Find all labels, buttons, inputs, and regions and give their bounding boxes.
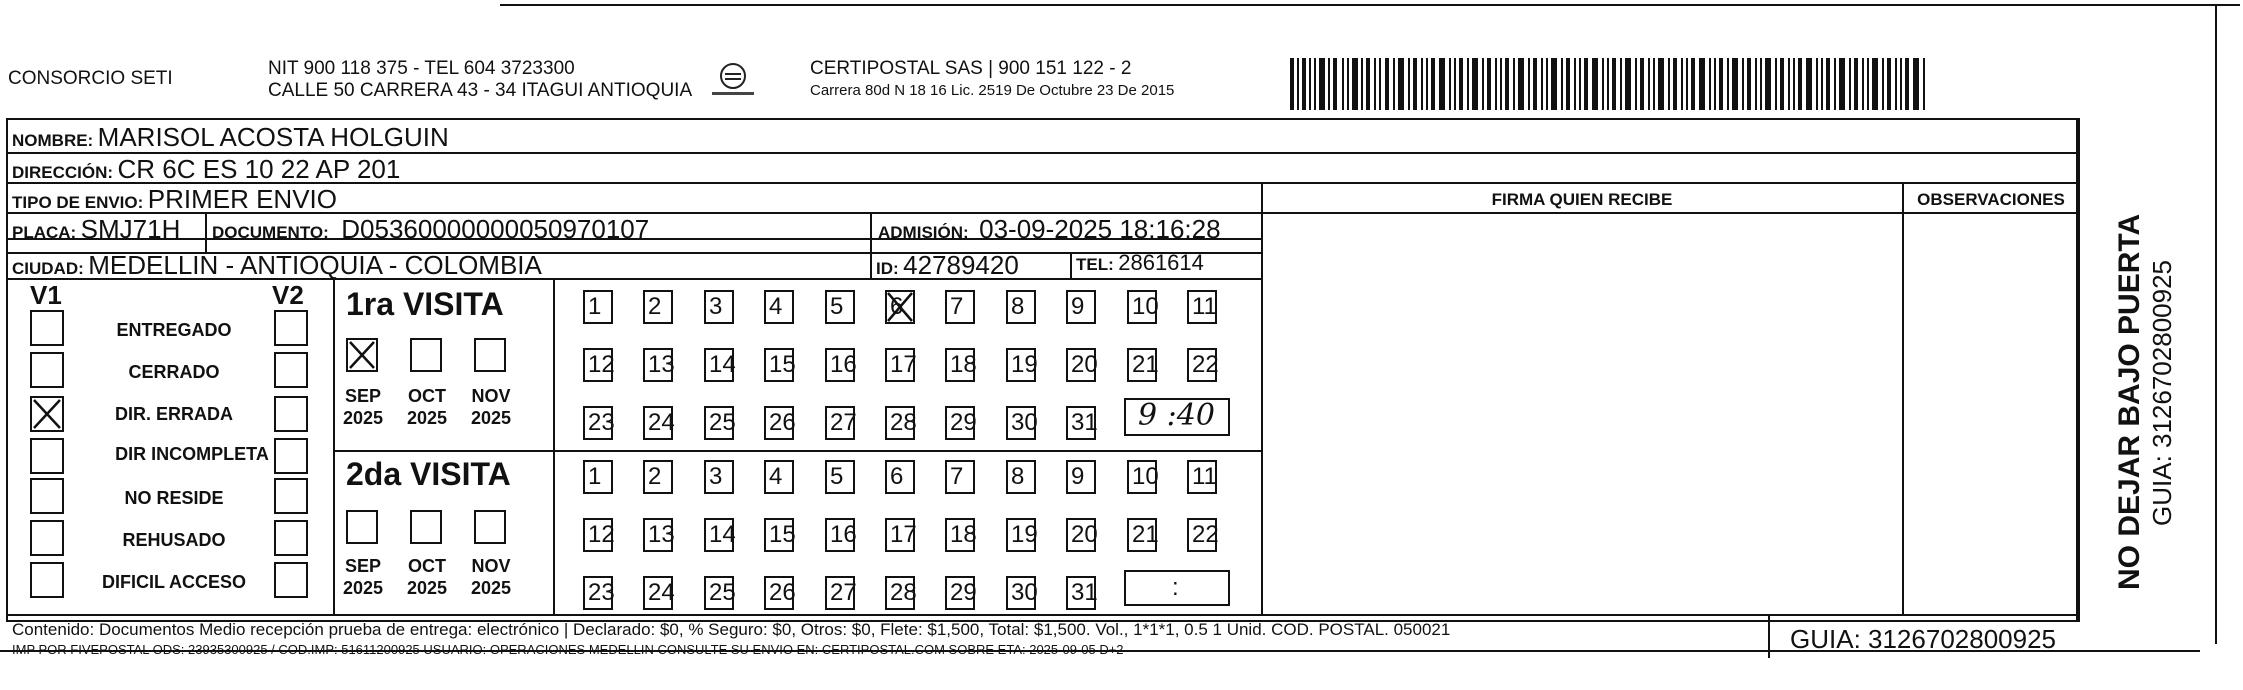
- placa-cell: [12, 214, 180, 245]
- documento-label: DOCUMENTO:: [212, 223, 329, 242]
- footer-content-line: Contenido: Documentos Medio recepción prueba de entrega: electrónico | Declarado: $0, % Seguro: $0, Otros: $0, Flete: $1,500, Total: $1,500. Vol., 1*1*1, 0.5 1 Unid. COD. POSTAL. 050021: [12, 620, 1451, 639]
- day-box[interactable]: [1066, 460, 1096, 494]
- day-number: 13: [648, 351, 675, 378]
- right-border: [2215, 4, 2217, 644]
- day-number: 15: [769, 521, 796, 548]
- status-option: DIR. ERRADA: [114, 404, 233, 424]
- col-divider: [2078, 118, 2080, 622]
- day-number: 11: [1192, 293, 1217, 320]
- day-box[interactable]: [704, 290, 734, 324]
- day-box[interactable]: [1006, 518, 1036, 552]
- day-number: 18: [950, 521, 977, 548]
- first-visit-oct-checkbox[interactable]: [410, 338, 442, 372]
- v1-dir-incompleta-checkbox[interactable]: [30, 438, 64, 474]
- x-mark-icon: [885, 290, 915, 324]
- day-number: 24: [648, 409, 675, 436]
- year-label: 2025: [406, 578, 448, 598]
- footer-guia: GUIA: 3126702800925: [1790, 624, 2056, 654]
- v2-label: V2: [272, 280, 304, 310]
- day-box[interactable]: [764, 518, 794, 552]
- second-visit-nov-checkbox[interactable]: [474, 510, 506, 544]
- day-number: 21: [1132, 351, 1159, 378]
- day-number: 7: [950, 293, 964, 320]
- day-box[interactable]: [764, 576, 794, 610]
- v1-dir-errada-checkbox[interactable]: [30, 396, 64, 432]
- day-box[interactable]: [583, 576, 613, 610]
- day-number: 28: [890, 579, 917, 606]
- day-number: 9: [1071, 293, 1085, 320]
- first-visit-title: 1ra VISITA: [346, 286, 504, 322]
- day-box[interactable]: [885, 576, 915, 610]
- status-option: CERRADO: [128, 362, 220, 382]
- v2-dificil-acceso-checkbox[interactable]: [274, 562, 308, 598]
- second-visit-time: :: [1172, 574, 1179, 601]
- col-divider: [333, 280, 335, 614]
- observaciones-label: OBSERVACIONES: [1917, 190, 2065, 209]
- day-number: 25: [709, 579, 736, 606]
- day-number: 6: [890, 293, 904, 320]
- first-visit-sep-checkbox[interactable]: [346, 338, 378, 372]
- status-option: ENTREGADO: [116, 320, 232, 340]
- day-number: 14: [709, 521, 736, 548]
- day-number: 5: [830, 293, 844, 320]
- day-number: 9: [1071, 463, 1085, 490]
- day-box[interactable]: [885, 348, 915, 382]
- day-number: 4: [769, 293, 783, 320]
- tipo-value: PRIMER ENVIO: [147, 184, 337, 214]
- nombre-value: MARISOL ACOSTA HOLGUIN: [97, 122, 449, 152]
- v1-dificil-acceso-checkbox[interactable]: [30, 562, 64, 598]
- col-divider: [870, 214, 872, 278]
- day-number: 17: [890, 351, 917, 378]
- nombre-row: [12, 122, 449, 153]
- day-box[interactable]: [643, 576, 673, 610]
- tel-cell: [1076, 250, 1204, 276]
- ciudad-label: CIUDAD:: [12, 259, 84, 278]
- day-number: 27: [830, 579, 857, 606]
- day-number: 3: [709, 463, 723, 490]
- day-number: 6: [890, 463, 904, 490]
- side-warning: NO DEJAR BAJO PUERTA: [2113, 213, 2146, 590]
- v2-entregado-checkbox[interactable]: [274, 310, 308, 346]
- tel-label: TEL:: [1076, 255, 1114, 274]
- day-number: 31: [1071, 409, 1098, 436]
- day-number: 1: [588, 463, 602, 490]
- admision-label: ADMISIÓN:: [878, 223, 969, 242]
- day-box[interactable]: [1187, 518, 1217, 552]
- day-number: 19: [1011, 351, 1038, 378]
- day-number: 22: [1192, 521, 1219, 548]
- direccion-label: DIRECCIÓN:: [12, 163, 114, 182]
- day-box[interactable]: [945, 406, 975, 440]
- month-label: NOV: [471, 556, 511, 576]
- day-box[interactable]: [1066, 576, 1096, 610]
- day-box[interactable]: [1127, 460, 1157, 494]
- day-box[interactable]: [825, 460, 855, 494]
- status-option: NO RESIDE: [124, 488, 224, 508]
- day-box[interactable]: [704, 518, 734, 552]
- placa-label: PLACA:: [12, 223, 77, 242]
- status-option: DIFICIL ACCESO: [101, 572, 246, 592]
- nit-line-1: NIT 900 118 375 - TEL 604 3723300: [268, 58, 575, 79]
- day-box[interactable]: [583, 460, 613, 494]
- tipo-row: [12, 184, 337, 215]
- day-box[interactable]: [643, 348, 673, 382]
- side-guia: GUIA: 3126702800925: [2147, 260, 2177, 526]
- nombre-label: NOMBRE:: [12, 131, 94, 150]
- day-box[interactable]: [643, 460, 673, 494]
- day-number: 16: [830, 351, 857, 378]
- certipostal-logo-icon: [708, 60, 758, 102]
- month-label: SEP: [344, 386, 382, 406]
- v2-rehusado-checkbox[interactable]: [274, 520, 308, 556]
- day-box[interactable]: [1127, 518, 1157, 552]
- day-box[interactable]: [825, 348, 855, 382]
- day-box[interactable]: [1187, 290, 1217, 324]
- day-box[interactable]: [583, 290, 613, 324]
- x-mark-icon: [348, 340, 376, 370]
- day-number: 4: [769, 463, 783, 490]
- first-visit-time-field[interactable]: [1124, 398, 1230, 436]
- month-label: NOV: [471, 386, 511, 406]
- col-divider: [553, 280, 555, 614]
- day-box[interactable]: [825, 576, 855, 610]
- day-box[interactable]: [764, 460, 794, 494]
- first-visit-nov-checkbox[interactable]: [474, 338, 506, 372]
- v1-cerrado-checkbox[interactable]: [30, 352, 64, 388]
- day-number: 26: [769, 579, 796, 606]
- day-box[interactable]: [764, 406, 794, 440]
- day-number: 26: [769, 409, 796, 436]
- day-number: 30: [1011, 409, 1038, 436]
- day-box[interactable]: [643, 406, 673, 440]
- day-number: 12: [588, 351, 615, 378]
- day-box[interactable]: [1006, 460, 1036, 494]
- day-box[interactable]: [825, 518, 855, 552]
- tel-value: 2861614: [1118, 250, 1204, 275]
- month-label: OCT: [408, 386, 446, 406]
- nit-line-2: CALLE 50 CARRERA 43 - 34 ITAGUI ANTIOQUIA: [268, 80, 693, 101]
- day-box[interactable]: [643, 290, 673, 324]
- top-border: [500, 4, 2240, 6]
- direccion-value: CR 6C ES 10 22 AP 201: [117, 154, 401, 184]
- company-name: CONSORCIO SETI: [8, 68, 173, 89]
- day-box[interactable]: [1066, 290, 1096, 324]
- day-box[interactable]: [643, 518, 673, 552]
- year-label: 2025: [470, 408, 512, 428]
- day-box[interactable]: [945, 518, 975, 552]
- status-option: DIR INCOMPLETA: [115, 444, 269, 464]
- day-box[interactable]: [704, 576, 734, 610]
- month-label: OCT: [408, 556, 446, 576]
- day-number: 31: [1071, 579, 1098, 606]
- day-box[interactable]: [885, 460, 915, 494]
- day-number: 5: [830, 463, 844, 490]
- day-number: 10: [1132, 463, 1159, 490]
- day-box[interactable]: [885, 290, 915, 324]
- certipostal-line-1: CERTIPOSTAL SAS | 900 151 122 - 2: [810, 58, 1132, 79]
- day-number: 22: [1192, 351, 1219, 378]
- day-number: 20: [1071, 351, 1098, 378]
- day-box[interactable]: [1006, 576, 1036, 610]
- day-box[interactable]: [885, 518, 915, 552]
- day-box[interactable]: [945, 348, 975, 382]
- day-number: 19: [1011, 521, 1038, 548]
- day-box[interactable]: [704, 348, 734, 382]
- day-number: 29: [950, 409, 977, 436]
- v2-dir-incompleta-checkbox[interactable]: [274, 438, 308, 474]
- day-box[interactable]: [945, 460, 975, 494]
- day-number: 17: [890, 521, 917, 548]
- day-box[interactable]: [1006, 348, 1036, 382]
- day-box[interactable]: [825, 290, 855, 324]
- day-box[interactable]: [1127, 290, 1157, 324]
- v1-entregado-checkbox[interactable]: [30, 310, 64, 346]
- documento-cell: [212, 214, 649, 245]
- day-number: 27: [830, 409, 857, 436]
- year-label: 2025: [342, 408, 384, 428]
- ciudad-value: MEDELLIN - ANTIOQUIA - COLOMBIA: [88, 250, 542, 280]
- v2-no-reside-checkbox[interactable]: [274, 478, 308, 514]
- second-visit-time-field[interactable]: [1124, 570, 1230, 606]
- day-box[interactable]: [1187, 348, 1217, 382]
- day-box[interactable]: [1127, 348, 1157, 382]
- second-visit-oct-checkbox[interactable]: [410, 510, 442, 544]
- day-number: 21: [1132, 521, 1159, 548]
- observaciones-header: [1904, 190, 2078, 210]
- v1-label: V1: [30, 280, 62, 310]
- second-visit-title: 2da VISITA: [346, 456, 511, 492]
- day-number: 2: [648, 463, 662, 490]
- day-number: 1: [588, 293, 602, 320]
- day-box[interactable]: [764, 348, 794, 382]
- first-visit-time: 9 :40: [1138, 398, 1215, 433]
- ciudad-cell: [12, 250, 542, 281]
- day-box[interactable]: [945, 290, 975, 324]
- v2-cerrado-checkbox[interactable]: [274, 352, 308, 388]
- v2-dir-errada-checkbox[interactable]: [274, 396, 308, 432]
- firma-header: [1262, 190, 1902, 210]
- day-number: 3: [709, 293, 723, 320]
- x-mark-icon: [32, 398, 62, 430]
- day-box[interactable]: [704, 406, 734, 440]
- day-number: 20: [1071, 521, 1098, 548]
- day-box[interactable]: [704, 460, 734, 494]
- id-label: ID:: [876, 259, 899, 278]
- col-divider: [1261, 184, 1263, 614]
- footer-imp-line: IMP POR FIVEPOSTAL ODS: 23935300925 / COD.IMP: 51611200925 USUARIO: OPERACIONES MEDELLIN CONSULTE SU ENVIO EN: CERTIPOSTAL.COM SOBRE ETA: 2025-09-05 D+2: [12, 642, 1124, 657]
- day-number: 23: [588, 579, 615, 606]
- day-box[interactable]: [1006, 406, 1036, 440]
- col-divider: [1768, 616, 1770, 658]
- day-number: 23: [588, 409, 615, 436]
- tipo-label: TIPO DE ENVIO:: [12, 193, 144, 212]
- day-number: 13: [648, 521, 675, 548]
- id-value: 42789420: [903, 250, 1019, 280]
- direccion-row: [12, 154, 400, 185]
- day-number: 29: [950, 579, 977, 606]
- day-box[interactable]: [1066, 406, 1096, 440]
- day-box[interactable]: [885, 406, 915, 440]
- day-box[interactable]: [1187, 460, 1217, 494]
- day-box[interactable]: [825, 406, 855, 440]
- day-box[interactable]: [583, 348, 613, 382]
- col-divider: [1070, 254, 1072, 280]
- col-divider: [205, 214, 207, 254]
- id-cell: [876, 250, 1019, 281]
- certipostal-line-2: Carrera 80d N 18 16 Lic. 2519 De Octubre 23 De 2015: [810, 82, 1175, 99]
- visit-divider: [335, 450, 1262, 452]
- day-number: 8: [1011, 463, 1025, 490]
- admision-cell: [878, 214, 1221, 245]
- documento-value: D05360000000050970107: [341, 214, 650, 244]
- year-label: 2025: [470, 578, 512, 598]
- day-number: 24: [648, 579, 675, 606]
- day-number: 18: [950, 351, 977, 378]
- day-number: 12: [588, 521, 615, 548]
- v1-no-reside-checkbox[interactable]: [30, 478, 64, 514]
- v1-rehusado-checkbox[interactable]: [30, 520, 64, 556]
- second-visit-sep-checkbox[interactable]: [346, 510, 378, 544]
- col-divider: [1902, 184, 1904, 614]
- day-box[interactable]: [1066, 348, 1096, 382]
- day-number: 28: [890, 409, 917, 436]
- day-number: 14: [709, 351, 736, 378]
- day-number: 7: [950, 463, 964, 490]
- placa-value: SMJ71H: [80, 214, 181, 244]
- status-option: REHUSADO: [122, 530, 226, 550]
- day-box[interactable]: [764, 290, 794, 324]
- day-box[interactable]: [1006, 290, 1036, 324]
- day-number: 25: [709, 409, 736, 436]
- day-number: 2: [648, 293, 662, 320]
- barcode: [1290, 58, 1930, 110]
- day-number: 11: [1192, 463, 1217, 490]
- day-number: 8: [1011, 293, 1025, 320]
- day-number: 30: [1011, 579, 1038, 606]
- day-number: 16: [830, 521, 857, 548]
- firma-label: FIRMA QUIEN RECIBE: [1491, 190, 1673, 209]
- day-box[interactable]: [583, 518, 613, 552]
- day-box[interactable]: [945, 576, 975, 610]
- month-label: SEP: [344, 556, 382, 576]
- day-box[interactable]: [1066, 518, 1096, 552]
- day-number: 10: [1132, 293, 1159, 320]
- year-label: 2025: [406, 408, 448, 428]
- admision-value: 03-09-2025 18:16:28: [979, 214, 1221, 244]
- day-box[interactable]: [583, 406, 613, 440]
- year-label: 2025: [342, 578, 384, 598]
- day-number: 15: [769, 351, 796, 378]
